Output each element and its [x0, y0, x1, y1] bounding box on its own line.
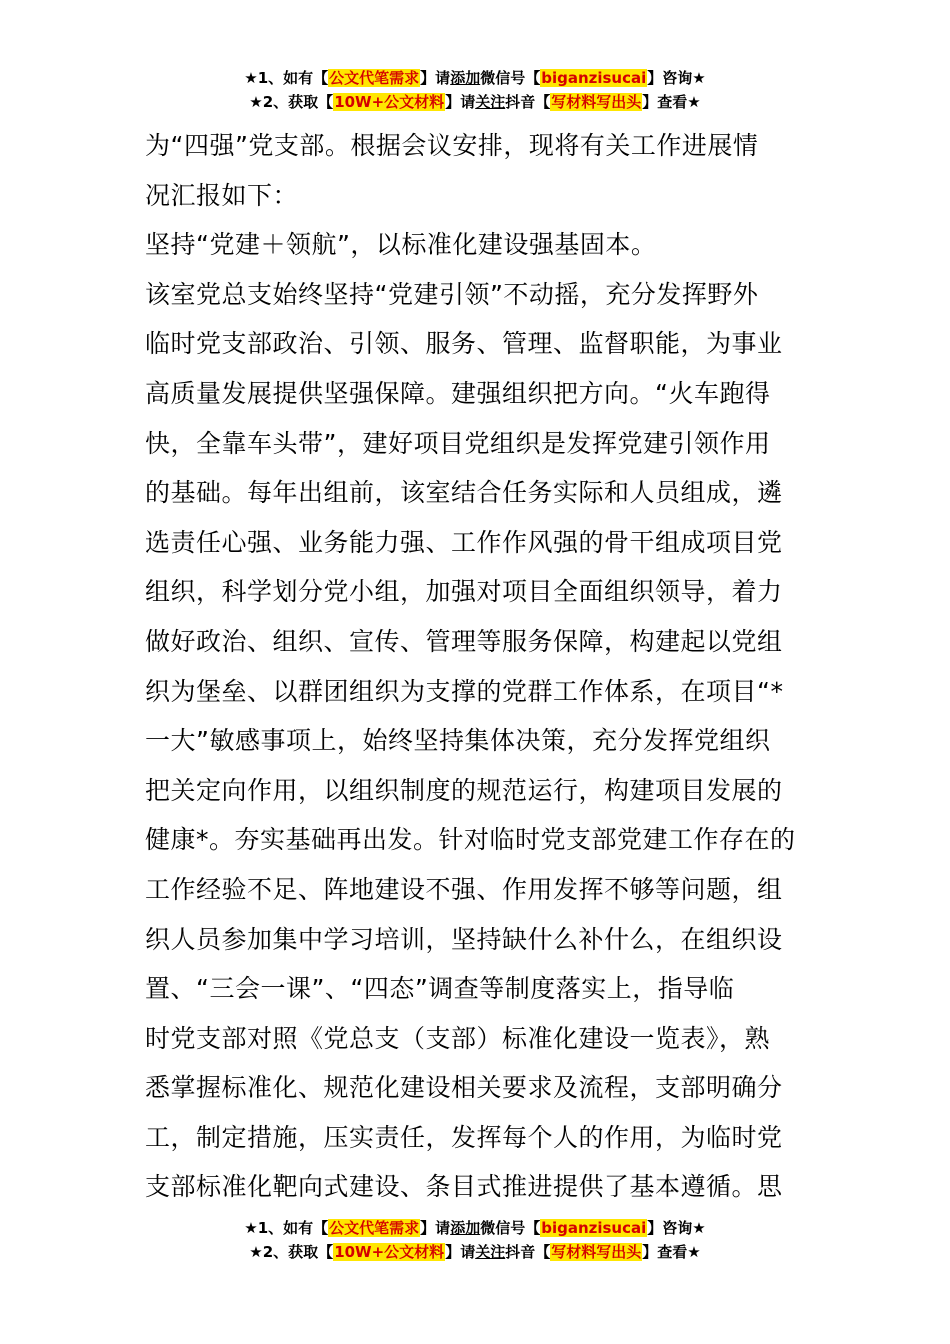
body-line: 织人员参加集中学习培训，坚持缺什么补什么，在组织设 — [145, 924, 783, 954]
banner-text: 】请 — [420, 69, 451, 87]
banner-text: 】查看★ — [642, 93, 701, 111]
banner-text: 】咨询★ — [647, 69, 706, 87]
body-line: 置、“三会一课”、“四态”调查等制度落实上，指导临 — [145, 974, 735, 1004]
banner-underlined-text: 添加 — [450, 1219, 481, 1237]
banner-text: ★1、如有【 — [244, 69, 329, 87]
body-line: 该室党总支始终坚持“党建引领”不动摇，充分发挥野外 — [145, 279, 759, 309]
banner-text: 微信号【 — [480, 1219, 541, 1237]
banner-text: ★2、获取【 — [249, 1243, 334, 1261]
banner-highlight: 写材料写出头 — [551, 1243, 642, 1261]
body-line: 临时党支部政治、引领、服务、管理、监督职能，为事业 — [145, 329, 783, 359]
banner-text: ★1、如有【 — [244, 1219, 329, 1237]
banner-text: 微信号【 — [480, 69, 541, 87]
body-line: 做好政治、组织、宣传、管理等服务保障，构建起以党组 — [145, 626, 783, 656]
body-line: 时党支部对照《党总支（支部）标准化建设一览表》，熟 — [145, 1023, 771, 1053]
banner-line-2 — [0, 1240, 950, 1264]
banner-text: 抖音【 — [505, 93, 551, 111]
body-line: 织为堡垒、以群团组织为支撑的党群工作体系，在项目“* — [145, 676, 784, 706]
document-body — [145, 121, 815, 1212]
banner-highlight: 公文代笔需求 — [329, 1219, 420, 1237]
body-line: 选责任心强、业务能力强、工作作风强的骨干组成项目党 — [145, 527, 783, 557]
banner-line-2 — [0, 90, 950, 114]
banner-text: 抖音【 — [505, 1243, 551, 1261]
banner-highlight: 写材料写出头 — [551, 93, 642, 111]
body-line: 悉掌握标准化、规范化建设相关要求及流程，支部明确分 — [145, 1073, 783, 1103]
body-line: 高质量发展提供坚强保障。建强组织把方向。“火车跑得 — [145, 378, 771, 408]
banner-line-1 — [0, 1216, 950, 1240]
body-line: 为“四强”党支部。根据会议安排，现将有关工作进展情 — [145, 131, 759, 160]
banner-highlight: 公文代笔需求 — [329, 69, 420, 87]
banner-highlight: 10W+公文材料 — [334, 93, 445, 111]
body-line: 坚持“党建＋领航”，以标准化建设强基固本。 — [145, 230, 657, 260]
body-line: 的基础。每年出组前，该室结合任务实际和人员组成，遴 — [145, 478, 783, 508]
body-line: 一大”敏感事项上，始终坚持集体决策，充分发挥党组织 — [145, 726, 771, 756]
banner-text: 】查看★ — [642, 1243, 701, 1261]
banner-text: 】请 — [445, 1243, 476, 1261]
body-line: 组织，科学划分党小组，加强对项目全面组织领导，着力 — [145, 577, 783, 607]
banner-text: 】请 — [420, 1219, 451, 1237]
body-line: 快，全靠车头带”，建好项目党组织是发挥党建引领作用 — [145, 428, 771, 458]
body-line: 工作经验不足、阵地建设不强、作用发挥不够等问题，组 — [145, 874, 783, 904]
banner-underlined-text: 关注 — [475, 93, 506, 111]
banner-text: 】请 — [445, 93, 476, 111]
banner-line-1 — [0, 66, 950, 90]
header-banner — [0, 66, 950, 114]
footer-banner — [0, 1216, 950, 1264]
body-line: 况汇报如下： — [145, 180, 299, 210]
banner-highlight: 10W+公文材料 — [334, 1243, 445, 1261]
banner-underlined-text: 添加 — [450, 69, 481, 87]
banner-text: ★2、获取【 — [249, 93, 334, 111]
banner-highlight: biganzisucai — [541, 1219, 647, 1237]
body-line: 支部标准化靶向式建设、条目式推进提供了基本遵循。思 — [145, 1172, 783, 1202]
banner-highlight: biganzisucai — [541, 69, 647, 87]
banner-text: 】咨询★ — [647, 1219, 706, 1237]
body-line: 把关定向作用，以组织制度的规范运行，构建项目发展的 — [145, 775, 783, 805]
body-line: 健康*。夯实基础再出发。针对临时党支部党建工作存在的 — [145, 825, 796, 855]
banner-underlined-text: 关注 — [475, 1243, 506, 1261]
body-line: 工，制定措施，压实责任，发挥每个人的作用，为临时党 — [145, 1122, 783, 1152]
